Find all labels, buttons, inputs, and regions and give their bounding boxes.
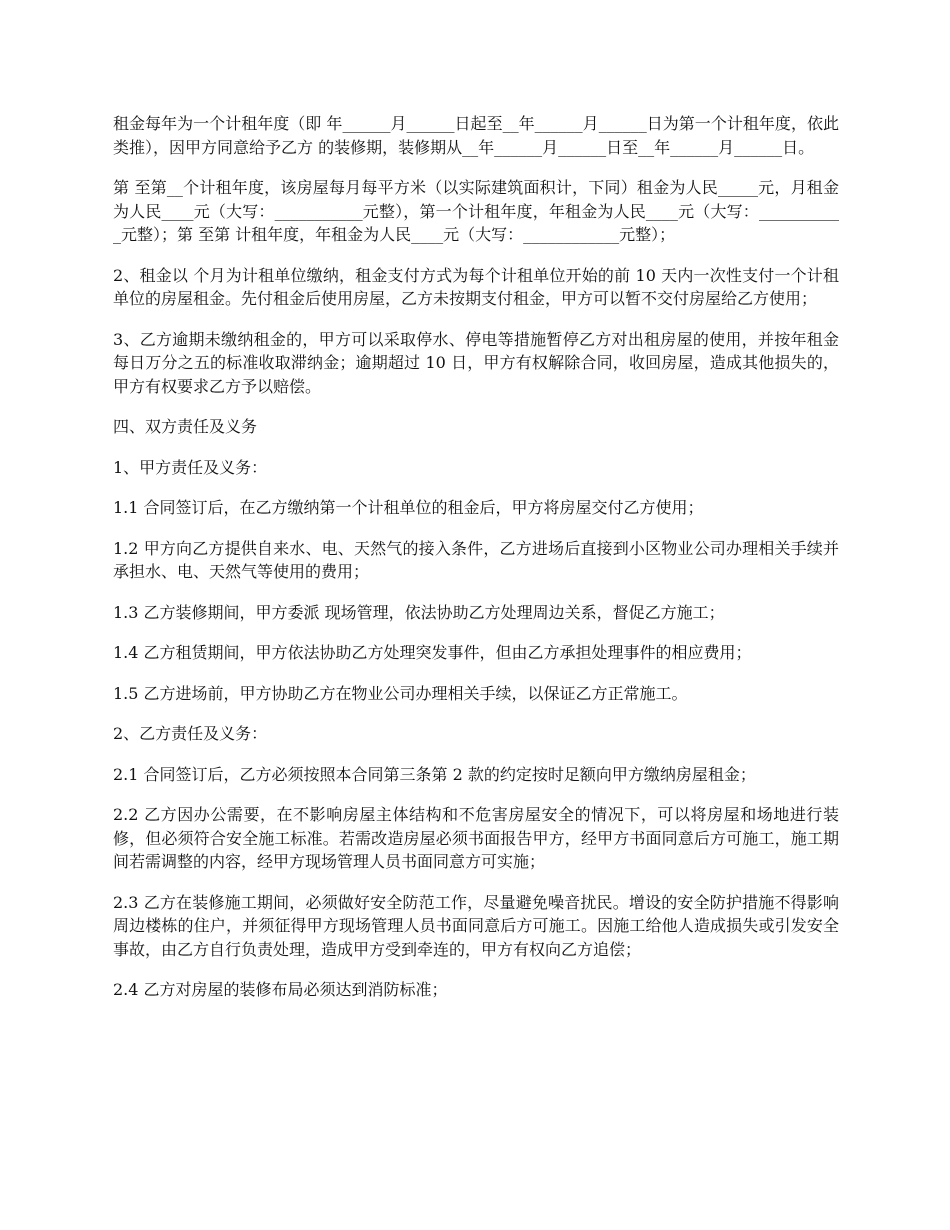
clause-2-paragraph: 2、租金以 个月为计租单位缴纳，租金支付方式为每个计租单位开始的前 10 天内一次性支付一个计租单位的房屋租金。先付租金后使用房屋，乙方未按期支付租金，甲方可以暂不交付房屋给乙方使用； xyxy=(113,265,839,308)
document-page xyxy=(113,112,839,1019)
clause-1-5: 1.5 乙方进场前，甲方协助乙方在物业公司办理相关手续，以保证乙方正常施工。 xyxy=(113,683,688,703)
clause-2-3: 2.3 乙方在装修施工期间，必须做好安全防范工作，尽量避免噪音扰民。增设的安全防护措施不得影响周边楼栋的住户，并须征得甲方现场管理人员书面同意后方可施工。因施工给他人造成损失或引发安全事故，由乙方自行负责处理，造成甲方受到牵连的，甲方有权向乙方追偿； xyxy=(113,892,839,959)
clause-3-paragraph: 3、乙方逾期未缴纳租金的，甲方可以采取停水、停电等措施暂停乙方对出租房屋的使用，并按年租金每日万分之五的标准收取滞纳金；逾期超过 10 日，甲方有权解除合同，收回房屋，造成其他损失的，甲方有权要求乙方予以赔偿。 xyxy=(113,329,839,396)
clause-2-2: 2.2 乙方因办公需要，在不影响房屋主体结构和不危害房屋安全的情况下，可以将房屋和场地进行装修，但必须符合安全施工标准。若需改造房屋必须书面报告甲方，经甲方书面同意后方可施工，施工期间若需调整的内容，经甲方现场管理人员书面同意方可实施； xyxy=(113,805,839,871)
party-a-heading: 1、甲方责任及义务： xyxy=(113,457,268,477)
section-4-heading: 四、双方责任及义务 xyxy=(113,417,258,436)
clause-2-4: 2.4 乙方对房屋的装修布局必须达到消防标准； xyxy=(113,980,448,999)
clause-1-2: 1.2 甲方向乙方提供自来水、电、天然气的接入条件，乙方进场后直接到小区物业公司办理相关手续并承担水、电、天然气等使用的费用； xyxy=(113,538,839,581)
clause-1-3: 1.3 乙方装修期间，甲方委派 现场管理，依法协助乙方处理周边关系，督促乙方施工； xyxy=(113,602,725,622)
rent-year-paragraph: 租金每年为一个计租年度（即 年______月______日起至__年______月______日为第一个计租年度，依此类推），因甲方同意给予乙方 的装修期，装修期从__年______月______日至__年______月______日。 xyxy=(113,114,839,157)
clause-1-4: 1.4 乙方租赁期间，甲方依法协助乙方处理突发事件，但由乙方承担处理事件的相应费用； xyxy=(113,643,752,662)
party-b-heading: 2、乙方责任及义务： xyxy=(113,724,268,743)
clause-1-1: 1.1 合同签订后，在乙方缴纳第一个计租单位的租金后，甲方将房屋交付乙方使用； xyxy=(113,498,704,517)
rent-amount-paragraph: 第 至第__个计租年度，该房屋每月每平方米（以实际建筑面积计，下同）租金为人民_____元，月租金为人民____元（大写：___________元整），第一个计租年度，年租金为人民____元（大写：___________元整）；第 至第 计租年度，年租金为人民____元（大写：____________元整）； xyxy=(113,178,839,244)
clause-2-1: 2.1 合同签订后，乙方必须按照本合同第三条第 2 款的约定按时足额向甲方缴纳房屋租金； xyxy=(113,764,756,784)
